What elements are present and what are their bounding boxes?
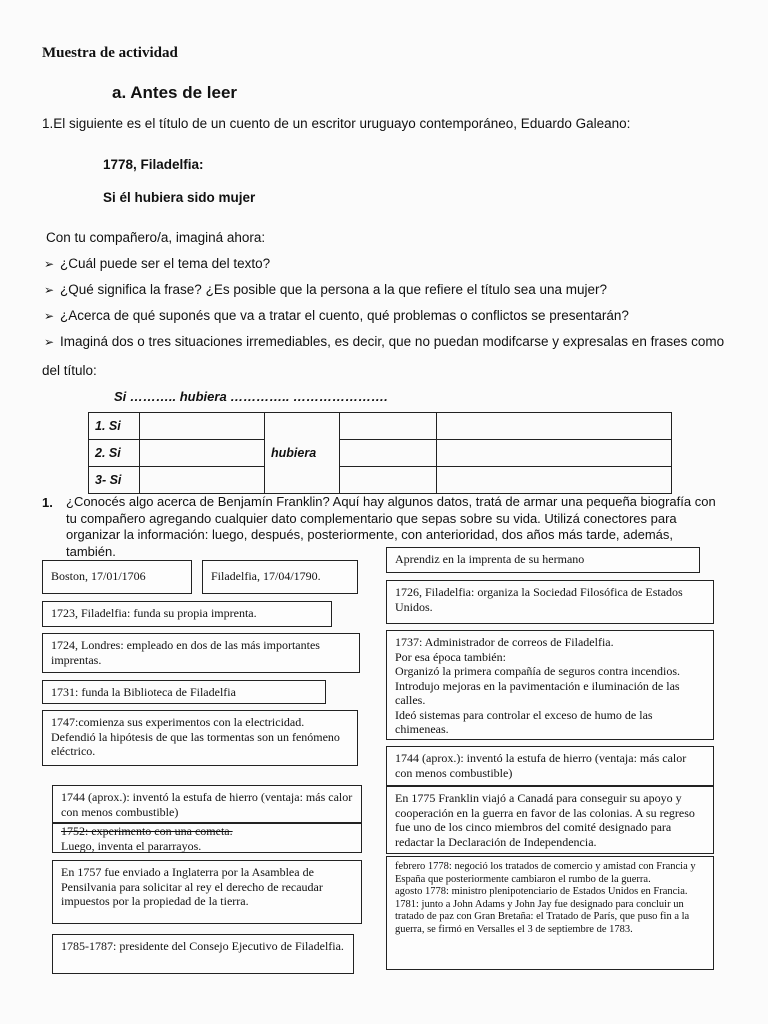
box-1757: En 1757 fue enviado a Inglaterra por la Asamblea de Pensilvania para solicitar al rey el derecho de recaudar impuestos por la propiedad de la tierra. bbox=[52, 860, 362, 924]
table-row bbox=[89, 413, 672, 440]
box-1724: 1724, Londres: empleado en dos de las más importantes imprentas. bbox=[42, 633, 360, 673]
intro-text: Con tu compañero/a, imaginá ahora: bbox=[46, 230, 266, 245]
table-row bbox=[89, 440, 672, 467]
blank-cell[interactable] bbox=[340, 440, 437, 467]
box-birth: Boston, 17/01/1706 bbox=[42, 560, 192, 594]
box-1737: 1737: Administrador de correos de Filadelfia. Por esa época también: Organizó la primera compañía de seguros contra incendios. Introdujo mejoras en la pavimentación e iluminación de las calles. Ideó sistemas para controlar el exceso de humo de las chimeneas. bbox=[386, 630, 714, 740]
box-death: Filadelfia, 17/04/1790. bbox=[202, 560, 358, 594]
question-2-number: 1. bbox=[42, 495, 53, 510]
blank-cell[interactable] bbox=[437, 440, 672, 467]
si-hubiera-table bbox=[88, 412, 672, 494]
box-1775: En 1775 Franklin viajó a Canadá para conseguir su apoyo y cooperación en la guerra en favor de las colonias. A su regreso fue uno de los cinco miembros del comité designado para redactar la Declaración de Independencia. bbox=[386, 786, 714, 854]
bullet-continuation: del título: bbox=[42, 363, 97, 378]
activity-heading: Muestra de actividad bbox=[42, 45, 178, 61]
blank-cell[interactable] bbox=[437, 467, 672, 494]
bullet-item: ➢ ¿Cuál puede ser el tema del texto? bbox=[44, 256, 271, 271]
blank-cell[interactable] bbox=[140, 467, 265, 494]
box-1744-left: 1744 (aprox.): inventó la estufa de hierro (ventaja: más calor con menos combustible) bbox=[52, 785, 362, 823]
box-aprendiz: Aprendiz en la imprenta de su hermano bbox=[386, 547, 700, 573]
blank-cell[interactable] bbox=[140, 440, 265, 467]
box-1731: 1731: funda la Biblioteca de Filadelfia bbox=[42, 680, 326, 704]
row-label: 3- Si bbox=[89, 467, 140, 494]
box-1744-right: 1744 (aprox.): inventó la estufa de hierro (ventaja: más calor con menos combustible) bbox=[386, 746, 714, 786]
blank-cell[interactable] bbox=[140, 413, 265, 440]
arrow-bullet-icon: ➢ bbox=[44, 309, 55, 323]
box-1723: 1723, Filadelfia: funda su propia imprenta. bbox=[42, 601, 332, 627]
story-title-line-2: Si él hubiera sido mujer bbox=[103, 190, 256, 205]
box-1752-line-2: Luego, inventa el pararrayos. bbox=[61, 838, 202, 853]
bullet-item: ➢ ¿Acerca de qué suponés que va a tratar el cuento, qué problemas o conflictos se presentarán? bbox=[44, 308, 629, 323]
bullet-item: ➢ ¿Qué significa la frase? ¿Es posible que la persona a la que refiere el título sea una mujer? bbox=[44, 282, 608, 297]
row-label: 2. Si bbox=[89, 440, 140, 467]
section-a-heading: a. Antes de leer bbox=[112, 83, 238, 102]
question-2-text: ¿Conocés algo acerca de Benjamín Franklin? Aquí hay algunos datos, tratá de armar una pequeña biografía con tu compañero agregando cualquier dato complementario que sepas sobre su vida. Utilizá conectores para organizar la información: luego, después, posteriormente, con anterioridad, dos años más tarde, además, también. bbox=[66, 494, 716, 559]
sentence-pattern: Si ……….. hubiera ………….. …………………. bbox=[114, 389, 388, 404]
arrow-bullet-icon: ➢ bbox=[44, 335, 55, 349]
box-1752 bbox=[52, 823, 362, 853]
blank-cell[interactable] bbox=[437, 413, 672, 440]
blank-cell[interactable] bbox=[340, 413, 437, 440]
hubiera-label: hubiera bbox=[265, 413, 340, 494]
table-row bbox=[89, 467, 672, 494]
blank-cell[interactable] bbox=[340, 467, 437, 494]
arrow-bullet-icon: ➢ bbox=[44, 283, 55, 297]
box-1726: 1726, Filadelfia: organiza la Sociedad Filosófica de Estados Unidos. bbox=[386, 580, 714, 624]
box-1747: 1747:comienza sus experimentos con la electricidad. Defendió la hipótesis de que las tormentas son un fenómeno eléctrico. bbox=[42, 710, 358, 766]
arrow-bullet-icon: ➢ bbox=[44, 257, 55, 271]
box-1752-line-1: 1752: experimento con una cometa. bbox=[61, 824, 233, 838]
story-title-line-1: 1778, Filadelfia: bbox=[103, 157, 204, 172]
bullet-item: ➢ Imaginá dos o tres situaciones irremediables, es decir, que no puedan modifcarse y expresalas en frases como bbox=[44, 334, 725, 349]
box-1785: 1785-1787: presidente del Consejo Ejecutivo de Filadelfia. bbox=[52, 934, 354, 974]
box-1778: febrero 1778: negoció los tratados de comercio y amistad con Francia y España que posteriormente cambiaron el rumbo de la guerra. agosto 1778: ministro plenipotenciario de Estados Unidos en Francia. 1781: junto a John Adams y John Jay fue designado para concluir un tratado de paz con Gran Bretaña: el Tratado de París, que puso fin a la guerra, se firmó en Versalles el 3 de septiembre de 1783. bbox=[386, 856, 714, 970]
question-1: 1.El siguiente es el título de un cuento de un escritor uruguayo contemporáneo, Eduardo Galeano: bbox=[42, 116, 631, 131]
row-label: 1. Si bbox=[89, 413, 140, 440]
